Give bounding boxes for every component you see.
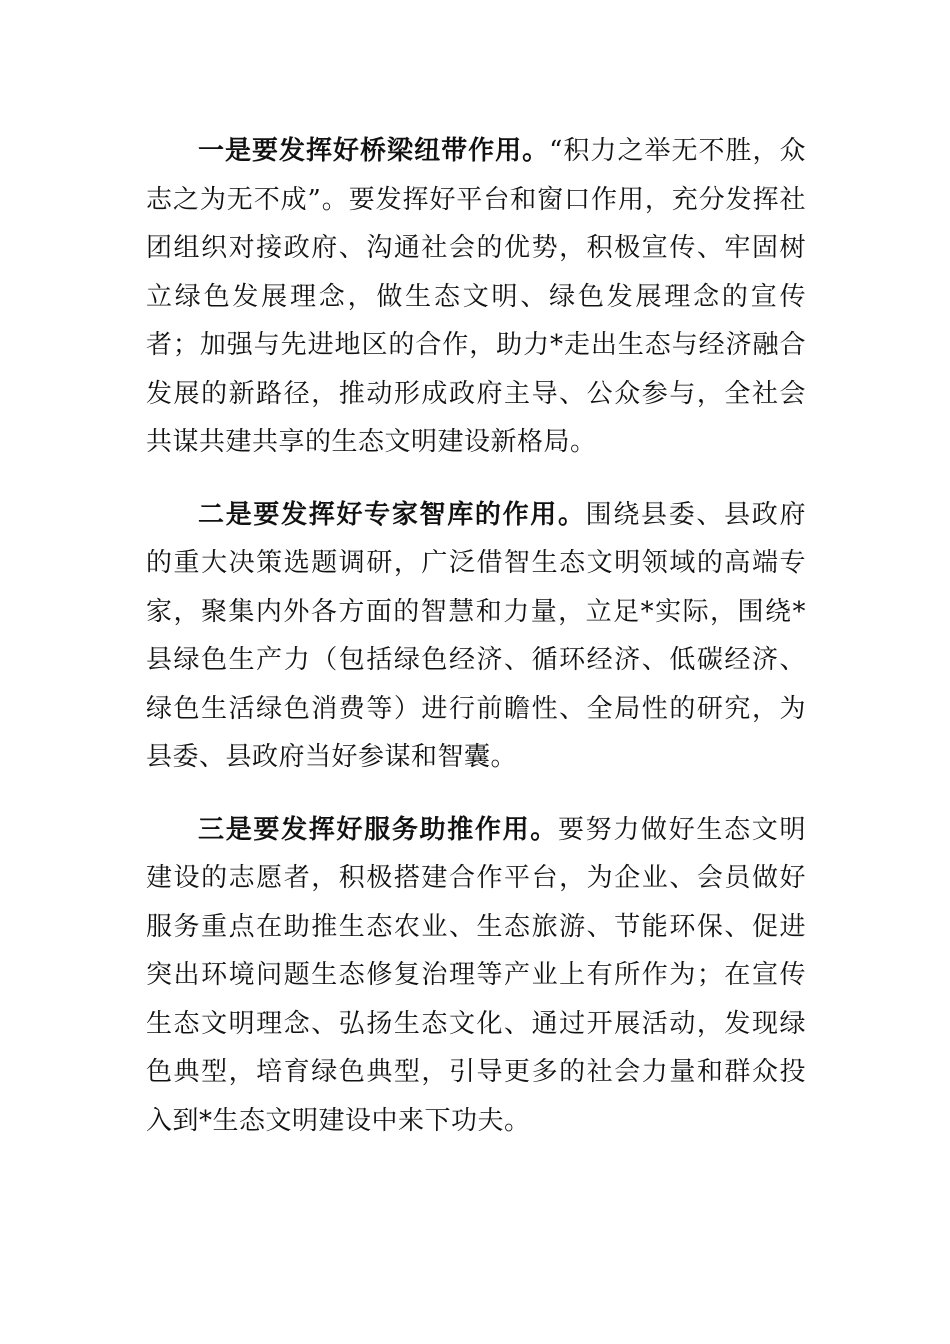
paragraph-body-text: 要努力做好生态文明建设的志愿者，积极搭建合作平台，为企业、会员做好服务重点在助推生态农业、生态旅游、节能环保、促进突出环境问题生态修复治理等产业上有所作为；在宣传生态文明理念、弘扬生态文化、通过开展活动，发现绿色典型，培育绿色典型，引导更多的社会力量和群众投入到*生态文明建设中来下功夫。 xyxy=(146,814,806,1136)
paragraph-body-text: “积力之举无不胜，众志之为无不成”。要发挥好平台和窗口作用，充分发挥社团组织对接政府、沟通社会的优势，积极宣传、牢固树立绿色发展理念，做生态文明、绿色发展理念的宣传者；加强与先进地区的合作，助力*走出生态与经济融合发展的新路径，推动形成政府主导、公众参与，全社会共谋共建共享的生态文明建设新格局。 xyxy=(146,136,806,457)
document-page xyxy=(146,127,806,1169)
paragraph-think-tank-role xyxy=(146,491,806,782)
paragraph-lead-heading: 三是要发挥好服务助推作用。 xyxy=(198,814,558,845)
paragraph-bridge-role xyxy=(146,127,806,467)
paragraph-lead-heading: 二是要发挥好专家智库的作用。 xyxy=(198,499,586,530)
paragraph-lead-heading: 一是要发挥好桥梁纽带作用。 xyxy=(198,136,550,166)
paragraph-body-text: 围绕县委、县政府的重大决策选题调研，广泛借智生态文明领域的高端专家，聚集内外各方面的智慧和力量，立足*实际，围绕*县绿色生产力（包括绿色经济、循环经济、低碳经济、绿色生活绿色消费等）进行前瞻性、全局性的研究，为县委、县政府当好参谋和智囊。 xyxy=(146,499,806,772)
paragraph-service-role xyxy=(146,806,806,1146)
